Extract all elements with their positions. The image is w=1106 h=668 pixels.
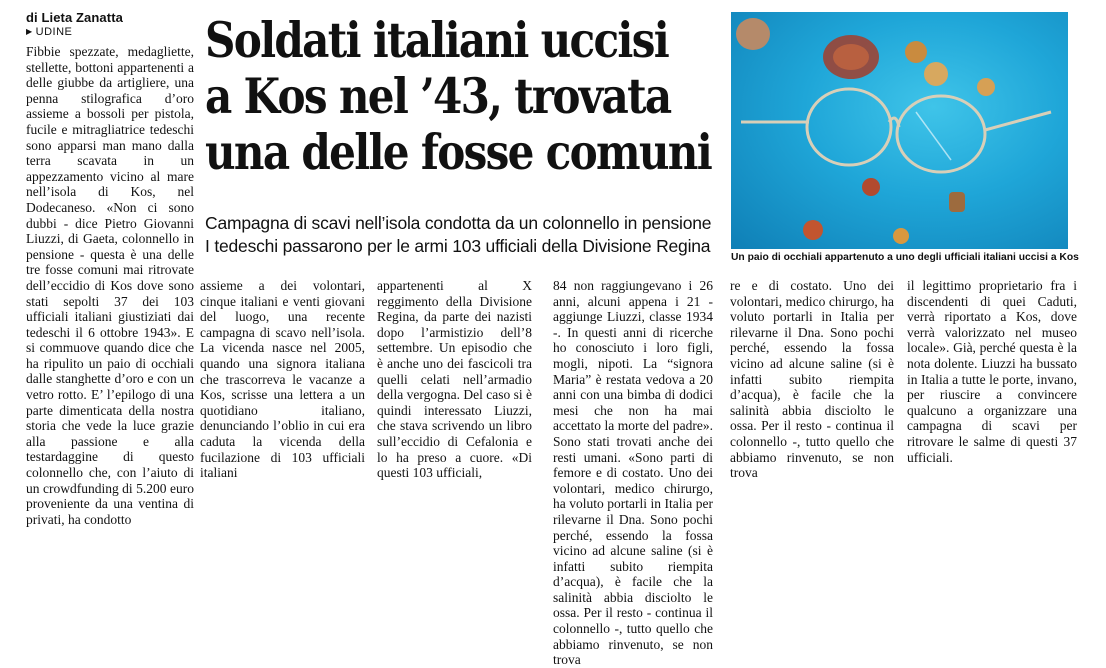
dateline: [26, 26, 72, 38]
headline-line-2: a Kos nel ’43, trovata: [205, 67, 671, 125]
byline: di Lieta Zanatta: [26, 10, 123, 25]
triangle-icon: ▶: [26, 27, 33, 36]
headline: [205, 11, 711, 181]
article-column-5: [730, 278, 894, 481]
article-column-3: [377, 278, 532, 481]
column-text: assieme a dei volontari, cinque italiani e venti giovani del luogo, una recente campagna di scavo nell’isola. La vicenda nasce nel 2005, quando una signora italiana che trascorreva le vacanze a Kos, scrisse una lettera a un quotidiano italiano, denunciando l’oblio in cui era caduta la vicenda della fucilazione di 103 ufficiali italiani: [200, 278, 365, 481]
glasses-photo-illustration: [731, 12, 1068, 249]
article-column-4: [553, 278, 713, 668]
dateline-text: UDINE: [35, 26, 73, 38]
photo-caption: Un paio di occhiali appartenuto a uno degli ufficiali italiani uccisi a Kos: [731, 252, 1079, 263]
article-column-2: [200, 278, 365, 481]
subheadline-line-2: I tedeschi passarono per le armi 103 ufficiali della Divisione Regina: [205, 236, 711, 256]
column-text: il legittimo proprietario fra i discendenti di quei Caduti, verrà riportato a Kos, dove verrà valorizzato nel museo locale». Già, perché questa è la nota dolente. Liuzzi ha bussato in Italia a tutte le porte, invano, per riuscire a convincere qualcuno a organizzare una campagna di scavi per ritrovare le salme di questi 37 ufficiali.: [907, 278, 1077, 465]
article-column-6: [907, 278, 1077, 465]
headline-line-3: una delle fosse comuni: [205, 123, 711, 181]
column-text: re e di costato. Uno dei volontari, medico chirurgo, ha voluto portarli in Italia per rilevarne il Dna. Sono pochi perché, essendo la fossa vicino ad alcune saline (si è infatti subito riempita d’acqua), è facile che la salinità abbia disciolto le ossa. Per il resto - continua il colonnello -, tutto quello che abbiamo rinvenuto, se non trova: [730, 278, 894, 481]
subheadline: [205, 212, 725, 258]
column-text: appartenenti al X reggimento della Divisione Regina, da parte dei nazisti dopo l’armistizio dell’8 settembre. Un episodio che è anche uno dei fascicoli tra quelli celati nell’armadio della vergogna. Del caso si è quindi interessato Liuzzi, che stava scrivendo un libro sull’eccidio di Cefalonia e lo ha preso a cuore. «Di questi 103 ufficiali,: [377, 278, 532, 481]
article-photo: [731, 12, 1068, 249]
article-column-1: [26, 44, 194, 527]
column-text: 84 non raggiungevano i 26 anni, alcuni appena i 21 - aggiunge Liuzzi, classe 1934 -. In questi anni di ricerche ho conosciuto i loro figli, mogli, nipoti. La “signora Maria” è restata vedova a 20 anni con una bimba di dodici mesi che non ha mai accettato la morte del padre». Sono stati trovati anche dei resti umani. «Sono parti di femore e di costato. Uno dei volontari, medico chirurgo, ha voluto portarli in Italia per rilevarne il Dna. Sono pochi perché, essendo la fossa vicino ad alcune saline (si è infatti subito riempita d’acqua), è facile che la salinità abbia disciolto le ossa. Per il resto - continua il colonnello -, tutto quello che abbiamo rinvenuto, se non trova: [553, 278, 713, 668]
column-text: Fibbie spezzate, medagliette, stellette, bottoni appartenenti a delle giubbe da artigliere, una penna stilografica d’oro assieme a bossoli per pistola, fucile e mitragliatrice tedeschi sono apparsi man mano dalla terra scavata in un appezzamento vicino al mare nell’isola di Kos, nel Dodecaneso. «Non ci sono dubbi - dice Pietro Giovanni Liuzzi, di Gaeta, colonnello in pensione - questa è una delle tre fosse comuni mai ritrovate dell’eccidio di Kos dove sono stati sepolti 37 dei 103 ufficiali italiani giustiziati dai tedeschi il 6 ottobre 1943». E si commuove quando dice che ha ripulito un paio di occhiali dalle stanghette d’oro e con un vetro rotto. E’ l’epilogo di una parte dimenticata della nostra storia che vede la luce grazie alla passione e alla testardaggine di questo colonnello che, con l’aiuto di un crowdfunding di 5.200 euro proveniente da una ventina di privati, ha condotto: [26, 44, 194, 527]
headline-line-1: Soldati italiani uccisi: [205, 11, 669, 69]
subheadline-line-1: Campagna di scavi nell’isola condotta da un colonnello in pensione: [205, 213, 712, 233]
